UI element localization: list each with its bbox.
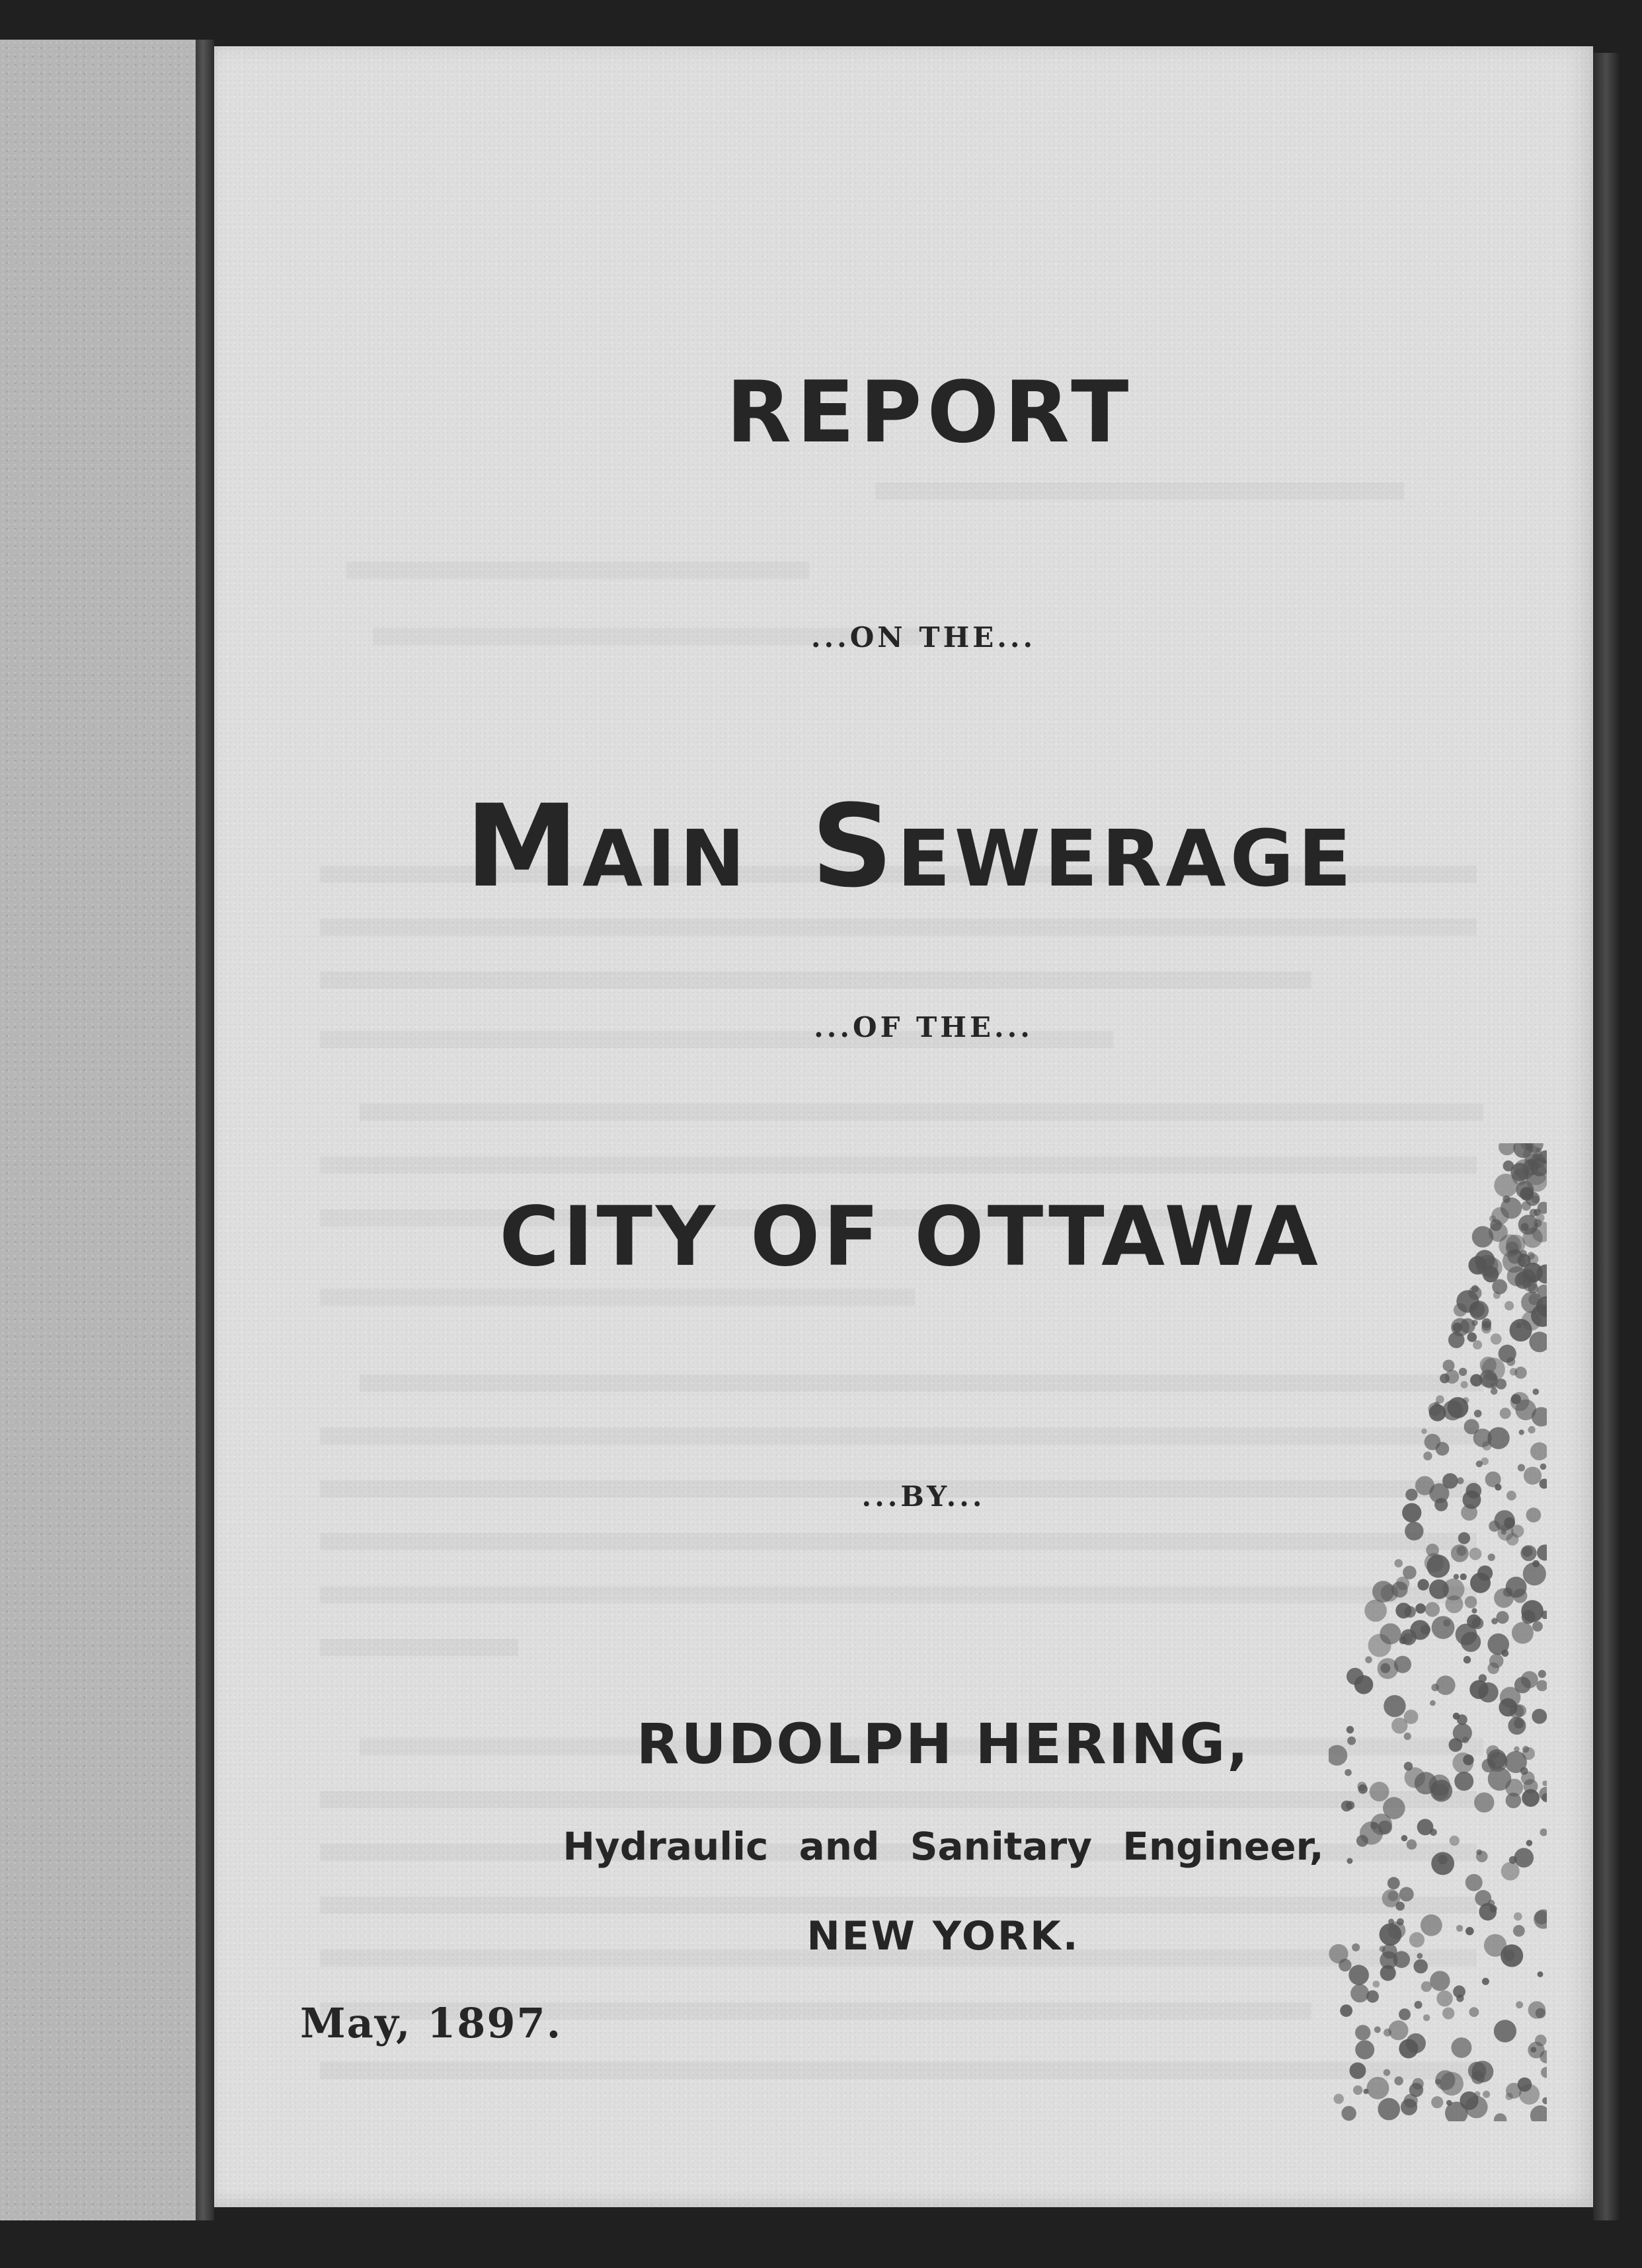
sewerage-initial: S	[811, 780, 898, 913]
title-page	[214, 46, 1593, 2207]
connector-of-the: ...OF THE...	[814, 1011, 1033, 1043]
cover-board	[0, 40, 198, 2220]
city-title: CITY OF OTTAWA	[499, 1190, 1321, 1285]
author-location: NEW YORK.	[806, 1913, 1080, 1959]
ink-spatter-stain	[1329, 1143, 1547, 2121]
main-rest: AIN	[582, 813, 750, 904]
sewerage-rest: EWERAGE	[897, 813, 1356, 904]
main-initial: M	[465, 780, 583, 913]
connector-on-the: ...ON THE...	[810, 621, 1036, 654]
report-heading: REPORT	[726, 363, 1134, 462]
author-name: RUDOLPH HERING,	[636, 1712, 1251, 1776]
binding-edge	[196, 40, 214, 2220]
author-title: Hydraulic and Sanitary Engineer,	[563, 1824, 1324, 1869]
page-edge-shadow	[1593, 53, 1620, 2220]
connector-by: ...BY...	[861, 1480, 986, 1513]
subject-title	[221, 780, 1600, 913]
publication-date: May, 1897.	[300, 1999, 563, 2047]
